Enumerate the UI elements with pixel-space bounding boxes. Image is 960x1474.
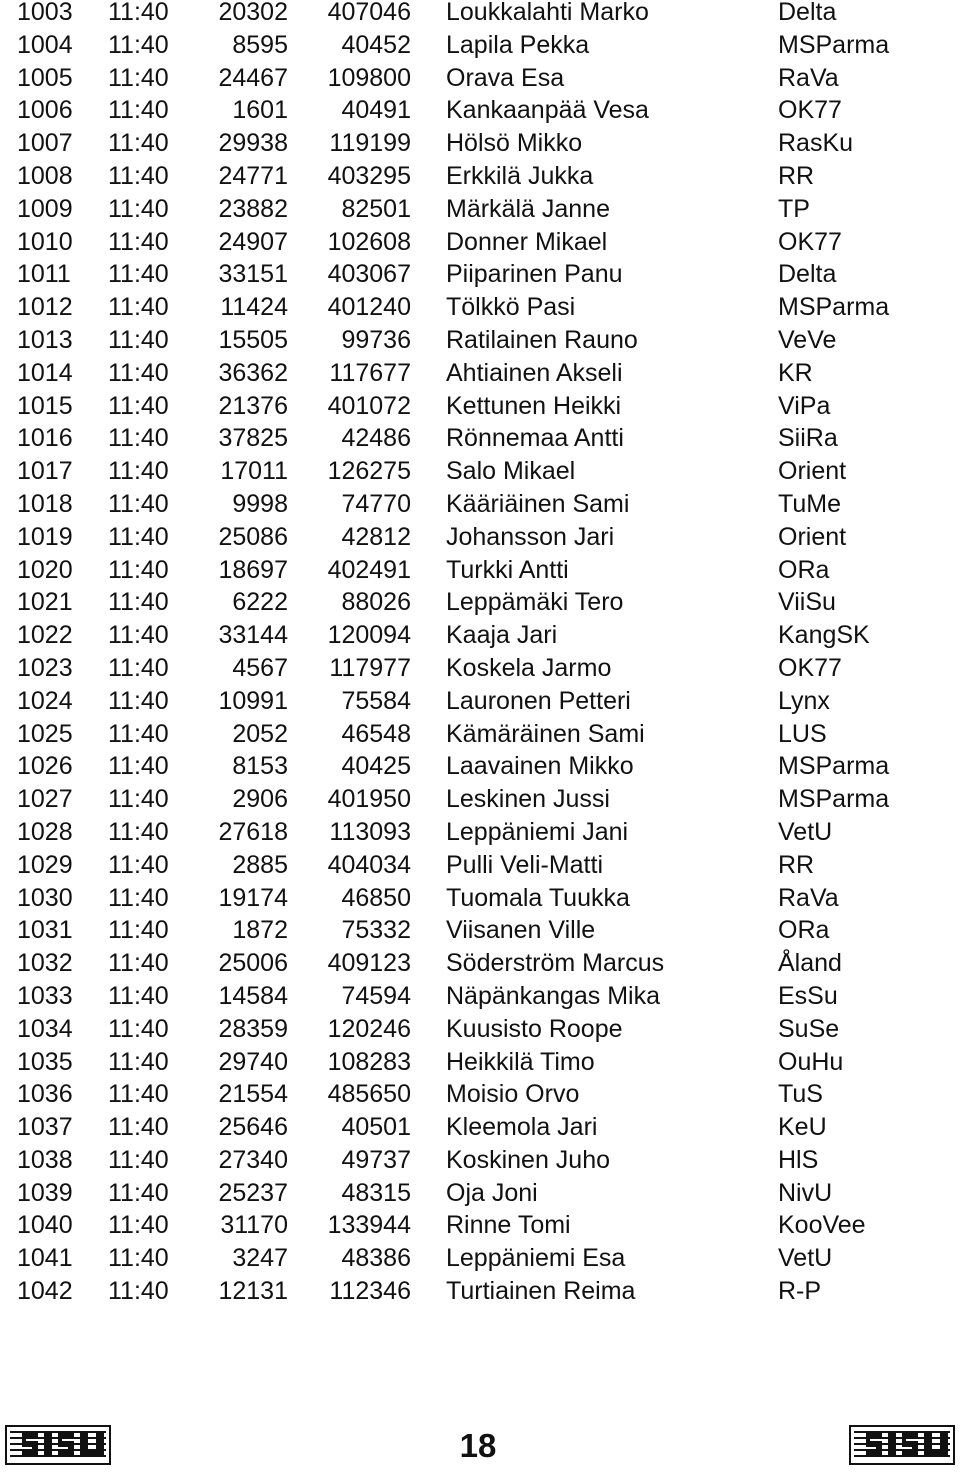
table-row — [0, 1014, 960, 1050]
competitor-name: Pulli Veli-Matti — [446, 850, 603, 879]
start-time: 11:40 — [108, 424, 169, 453]
club-name: Delta — [778, 260, 837, 289]
table-row — [0, 719, 960, 755]
license-number: 99736 — [341, 325, 411, 354]
start-time: 11:40 — [108, 1244, 169, 1273]
card-number: 11424 — [220, 293, 288, 322]
competitor-number: 1038 — [17, 1145, 73, 1174]
competitor-name: Donner Mikael — [446, 227, 608, 256]
card-number: 27618 — [218, 817, 288, 846]
start-time: 11:40 — [108, 817, 169, 846]
license-number: 46850 — [341, 883, 411, 912]
table-row — [0, 227, 960, 263]
card-number: 9998 — [232, 489, 288, 518]
club-name: SuSe — [778, 1014, 840, 1043]
table-row — [0, 850, 960, 886]
start-time: 11:40 — [108, 883, 169, 912]
competitor-name: Leppäniemi Esa — [446, 1244, 626, 1273]
card-number: 23882 — [218, 194, 288, 223]
license-number: 49737 — [341, 1145, 411, 1174]
table-row — [0, 1178, 960, 1214]
card-number: 8595 — [232, 30, 288, 59]
license-number: 119199 — [329, 129, 411, 158]
start-time: 11:40 — [108, 358, 169, 387]
card-number: 31170 — [220, 1211, 288, 1240]
competitor-name: Rönnemaa Antti — [446, 424, 624, 453]
card-number: 8153 — [232, 752, 288, 781]
card-number: 2906 — [232, 785, 288, 814]
start-time: 11:40 — [108, 457, 169, 486]
card-number: 27340 — [218, 1145, 288, 1174]
license-number: 74770 — [341, 489, 411, 518]
start-time: 11:40 — [108, 785, 169, 814]
competitor-number: 1029 — [17, 850, 73, 879]
license-number: 75332 — [341, 916, 411, 945]
card-number: 2052 — [232, 719, 288, 748]
club-name: OK77 — [778, 96, 842, 125]
club-name: RR — [778, 850, 815, 879]
club-name: MSParma — [778, 293, 890, 322]
license-number: 485650 — [327, 1080, 411, 1109]
club-name: VetU — [778, 817, 833, 846]
license-number: 112346 — [329, 1277, 411, 1306]
competitor-name: Leskinen Jussi — [446, 785, 610, 814]
club-name: Orient — [778, 522, 847, 551]
competitor-number: 1007 — [17, 129, 73, 158]
start-time: 11:40 — [108, 1178, 169, 1207]
club-name: RaVa — [778, 63, 839, 92]
license-number: 401240 — [327, 293, 411, 322]
competitor-name: Turkki Antti — [446, 555, 569, 584]
license-number: 401950 — [327, 785, 411, 814]
club-name: VetU — [778, 1244, 833, 1273]
license-number: 407046 — [327, 0, 411, 26]
start-time: 11:40 — [108, 391, 169, 420]
sisu-logo-icon — [4, 1420, 112, 1470]
club-name: SiiRa — [778, 424, 838, 453]
competitor-name: Loukkalahti Marko — [446, 0, 649, 26]
club-name: OK77 — [778, 227, 842, 256]
table-row — [0, 522, 960, 558]
competitor-name: Viisanen Ville — [446, 916, 596, 945]
competitor-number: 1022 — [17, 621, 73, 650]
card-number: 14584 — [218, 981, 288, 1010]
table-row — [0, 1145, 960, 1181]
competitor-number: 1016 — [17, 424, 73, 453]
competitor-name: Kleemola Jari — [446, 1113, 598, 1142]
club-name: Lynx — [778, 686, 830, 715]
competitor-number: 1030 — [17, 883, 73, 912]
license-number: 74594 — [341, 981, 411, 1010]
competitor-number: 1009 — [17, 194, 73, 223]
club-name: ViPa — [778, 391, 831, 420]
table-row — [0, 754, 960, 787]
competitor-number: 1004 — [17, 30, 73, 59]
license-number: 120094 — [327, 621, 411, 650]
competitor-name: Märkälä Janne — [446, 194, 610, 223]
page-footer — [0, 1418, 960, 1474]
competitor-name: Heikkilä Timo — [446, 1047, 595, 1076]
competitor-number: 1020 — [17, 555, 73, 584]
license-number: 42486 — [341, 424, 411, 453]
competitor-number: 1032 — [17, 949, 73, 978]
card-number: 37825 — [218, 424, 288, 453]
competitor-name: Hölsö Mikko — [446, 129, 583, 158]
competitor-number: 1013 — [17, 325, 73, 354]
table-row — [0, 817, 960, 853]
club-name: EsSu — [778, 981, 838, 1010]
start-time: 11:40 — [108, 0, 169, 26]
table-row — [0, 161, 960, 197]
table-row — [0, 391, 960, 427]
competitor-name: Kankaanpää Vesa — [446, 96, 649, 125]
card-number: 4567 — [232, 653, 288, 682]
card-number: 25086 — [218, 522, 288, 551]
competitor-number: 1018 — [17, 489, 73, 518]
start-time: 11:40 — [108, 719, 169, 748]
competitor-name: Tuomala Tuukka — [446, 883, 630, 912]
license-number: 403295 — [327, 161, 411, 190]
competitor-name: Koskela Jarmo — [446, 653, 612, 682]
competitor-number: 1019 — [17, 522, 73, 551]
competitor-number: 1025 — [17, 719, 73, 748]
license-number: 117677 — [329, 358, 411, 387]
card-number: 24467 — [218, 63, 288, 92]
club-name: ViiSu — [778, 588, 836, 617]
club-name: HlS — [778, 1145, 819, 1174]
club-name: RasKu — [778, 129, 854, 158]
start-time: 11:40 — [108, 325, 169, 354]
competitor-number: 1010 — [17, 227, 73, 256]
competitor-name: Tölkkö Pasi — [446, 293, 576, 322]
start-time: 11:40 — [108, 752, 169, 781]
competitor-number: 1027 — [17, 785, 73, 814]
license-number: 109800 — [327, 63, 411, 92]
start-time: 11:40 — [108, 1145, 169, 1174]
competitor-name: Moisio Orvo — [446, 1080, 580, 1109]
card-number: 33151 — [218, 260, 288, 289]
club-name: TuS — [778, 1080, 823, 1109]
card-number: 15505 — [218, 325, 288, 354]
start-time: 11:40 — [108, 949, 169, 978]
start-time: 11:40 — [108, 555, 169, 584]
table-row — [0, 194, 960, 230]
table-row — [0, 623, 960, 656]
competitor-number: 1039 — [17, 1178, 73, 1207]
club-name: LUS — [778, 719, 827, 748]
competitor-number: 1023 — [17, 653, 73, 682]
license-number: 48386 — [341, 1244, 411, 1273]
license-number: 40425 — [341, 752, 411, 781]
club-name: ORa — [778, 555, 830, 584]
table-row — [0, 459, 960, 492]
license-number: 108283 — [327, 1047, 411, 1076]
start-time: 11:40 — [108, 686, 169, 715]
competitor-number: 1021 — [17, 588, 73, 617]
competitor-name: Koskinen Juho — [446, 1145, 611, 1174]
start-time: 11:40 — [108, 1113, 169, 1142]
card-number: 10991 — [218, 686, 288, 715]
club-name: R-P — [778, 1277, 822, 1306]
start-time: 11:40 — [108, 653, 169, 682]
card-number: 21376 — [218, 391, 288, 420]
club-name: KooVee — [778, 1211, 866, 1240]
club-name: KangSK — [778, 621, 870, 650]
table-row — [0, 951, 960, 984]
license-number: 46548 — [341, 719, 411, 748]
table-row — [0, 98, 960, 131]
start-time: 11:40 — [108, 63, 169, 92]
club-name: Orient — [778, 457, 847, 486]
club-name: MSParma — [778, 30, 890, 59]
start-time: 11:40 — [108, 129, 169, 158]
club-name: Åland — [778, 949, 842, 978]
club-name: KeU — [778, 1113, 827, 1142]
sisu-logo-icon — [848, 1420, 956, 1470]
license-number: 117977 — [329, 653, 411, 682]
start-time: 11:40 — [108, 1211, 169, 1240]
license-number: 102608 — [327, 227, 411, 256]
license-number: 75584 — [341, 686, 411, 715]
table-row — [0, 295, 960, 328]
table-row — [0, 590, 960, 623]
competitor-number: 1015 — [17, 391, 73, 420]
license-number: 88026 — [341, 588, 411, 617]
table-row — [0, 131, 960, 164]
competitor-name: Kettunen Heikki — [446, 391, 622, 420]
card-number: 25237 — [218, 1178, 288, 1207]
competitor-number: 1035 — [17, 1047, 73, 1076]
start-time: 11:40 — [108, 1047, 169, 1076]
card-number: 24771 — [218, 161, 288, 190]
club-name: TuMe — [778, 489, 841, 518]
start-time: 11:40 — [108, 522, 169, 551]
license-number: 403067 — [327, 260, 411, 289]
competitor-name: Kuusisto Roope — [446, 1014, 623, 1043]
club-name: MSParma — [778, 752, 890, 781]
card-number: 33144 — [218, 621, 288, 650]
table-row — [0, 1082, 960, 1115]
competitor-name: Salo Mikael — [446, 457, 576, 486]
competitor-name: Leppäniemi Jani — [446, 817, 629, 846]
card-number: 1872 — [232, 916, 288, 945]
competitor-name: Ahtiainen Akseli — [446, 358, 623, 387]
table-row — [0, 555, 960, 591]
competitor-number: 1008 — [17, 161, 73, 190]
license-number: 404034 — [327, 850, 411, 879]
license-number: 40491 — [341, 96, 411, 125]
card-number: 20302 — [218, 0, 288, 26]
table-row — [0, 0, 960, 33]
card-number: 19174 — [218, 883, 288, 912]
card-number: 21554 — [218, 1080, 288, 1109]
competitor-number: 1040 — [17, 1211, 73, 1240]
club-name: TP — [778, 194, 810, 223]
competitor-number: 1026 — [17, 752, 73, 781]
club-name: VeVe — [778, 325, 837, 354]
competitor-number: 1014 — [17, 358, 73, 387]
competitor-number: 1011 — [17, 260, 71, 289]
license-number: 42812 — [341, 522, 411, 551]
start-time: 11:40 — [108, 260, 169, 289]
competitor-name: Johansson Jari — [446, 522, 615, 551]
card-number: 25646 — [218, 1113, 288, 1142]
start-time: 11:40 — [108, 227, 169, 256]
table-row — [0, 426, 960, 459]
start-time: 11:40 — [108, 588, 169, 617]
license-number: 40452 — [341, 30, 411, 59]
competitor-number: 1024 — [17, 686, 73, 715]
start-time: 11:40 — [108, 30, 169, 59]
start-time: 11:40 — [108, 916, 169, 945]
card-number: 24907 — [218, 227, 288, 256]
competitor-number: 1042 — [17, 1277, 73, 1306]
card-number: 28359 — [218, 1014, 288, 1043]
competitor-number: 1006 — [17, 96, 73, 125]
card-number: 3247 — [232, 1244, 288, 1273]
club-name: ORa — [778, 916, 830, 945]
competitor-name: Laavainen Mikko — [446, 752, 634, 781]
license-number: 40501 — [341, 1113, 411, 1142]
table-row — [0, 787, 960, 820]
competitor-number: 1017 — [17, 457, 73, 486]
table-row — [0, 653, 960, 689]
start-time: 11:40 — [108, 850, 169, 879]
card-number: 1601 — [232, 96, 288, 125]
table-row — [0, 489, 960, 525]
license-number: 113093 — [329, 817, 411, 846]
competitor-number: 1033 — [17, 981, 73, 1010]
license-number: 48315 — [341, 1178, 411, 1207]
license-number: 133944 — [327, 1211, 411, 1240]
competitor-number: 1028 — [17, 817, 73, 846]
start-time: 11:40 — [108, 981, 169, 1010]
start-time: 11:40 — [108, 621, 169, 650]
card-number: 18697 — [218, 555, 288, 584]
competitor-number: 1012 — [17, 293, 73, 322]
competitor-number: 1036 — [17, 1080, 73, 1109]
competitor-name: Ratilainen Rauno — [446, 325, 638, 354]
club-name: Delta — [778, 0, 837, 26]
table-row — [0, 981, 960, 1017]
license-number: 402491 — [327, 555, 411, 584]
table-row — [0, 1246, 960, 1279]
competitor-name: Lapila Pekka — [446, 30, 590, 59]
competitor-number: 1031 — [17, 916, 73, 945]
start-time: 11:40 — [108, 1277, 169, 1306]
table-row — [0, 918, 960, 951]
competitor-number: 1003 — [17, 0, 73, 26]
competitor-name: Piiparinen Panu — [446, 260, 623, 289]
start-time: 11:40 — [108, 1014, 169, 1043]
competitor-number: 1041 — [17, 1244, 73, 1273]
competitor-name: Leppämäki Tero — [446, 588, 624, 617]
club-name: MSParma — [778, 785, 890, 814]
start-time: 11:40 — [108, 194, 169, 223]
competitor-name: Näpänkangas Mika — [446, 981, 661, 1010]
club-name: OK77 — [778, 653, 842, 682]
competitor-name: Kämäräinen Sami — [446, 719, 645, 748]
table-row — [0, 883, 960, 919]
competitor-name: Lauronen Petteri — [446, 686, 631, 715]
table-row — [0, 1279, 960, 1312]
competitor-name: Söderström Marcus — [446, 949, 665, 978]
license-number: 401072 — [327, 391, 411, 420]
table-row — [0, 1047, 960, 1083]
card-number: 12131 — [218, 1277, 288, 1306]
club-name: RaVa — [778, 883, 839, 912]
competitor-name: Rinne Tomi — [446, 1211, 571, 1240]
start-time: 11:40 — [108, 96, 169, 125]
competitor-name: Oja Joni — [446, 1178, 538, 1207]
page-number: 18 — [459, 1427, 497, 1464]
start-time: 11:40 — [108, 489, 169, 518]
competitor-number: 1005 — [17, 63, 73, 92]
table-row — [0, 30, 960, 66]
card-number: 29740 — [218, 1047, 288, 1076]
card-number: 6222 — [232, 588, 288, 617]
license-number: 409123 — [327, 949, 411, 978]
start-time: 11:40 — [108, 1080, 169, 1109]
card-number: 25006 — [218, 949, 288, 978]
table-row — [0, 262, 960, 295]
competitor-name: Kaaja Jari — [446, 621, 558, 650]
table-row — [0, 358, 960, 394]
club-name: NivU — [778, 1178, 833, 1207]
competitor-number: 1034 — [17, 1014, 73, 1043]
table-row — [0, 1213, 960, 1246]
club-name: RR — [778, 161, 815, 190]
club-name: KR — [778, 358, 813, 387]
card-number: 17011 — [220, 457, 288, 486]
table-row — [0, 63, 960, 99]
competitor-name: Kääriäinen Sami — [446, 489, 630, 518]
card-number: 29938 — [218, 129, 288, 158]
table-row — [0, 325, 960, 361]
start-time: 11:40 — [108, 293, 169, 322]
license-number: 126275 — [327, 457, 411, 486]
table-row — [0, 1115, 960, 1148]
competitor-name: Orava Esa — [446, 63, 565, 92]
card-number: 36362 — [218, 358, 288, 387]
start-time: 11:40 — [108, 161, 169, 190]
table-row — [0, 686, 960, 722]
competitor-name: Erkkilä Jukka — [446, 161, 594, 190]
card-number: 2885 — [232, 850, 288, 879]
license-number: 120246 — [327, 1014, 411, 1043]
competitor-number: 1037 — [17, 1113, 73, 1142]
competitor-name: Turtiainen Reima — [446, 1277, 636, 1306]
club-name: OuHu — [778, 1047, 844, 1076]
license-number: 82501 — [341, 194, 411, 223]
